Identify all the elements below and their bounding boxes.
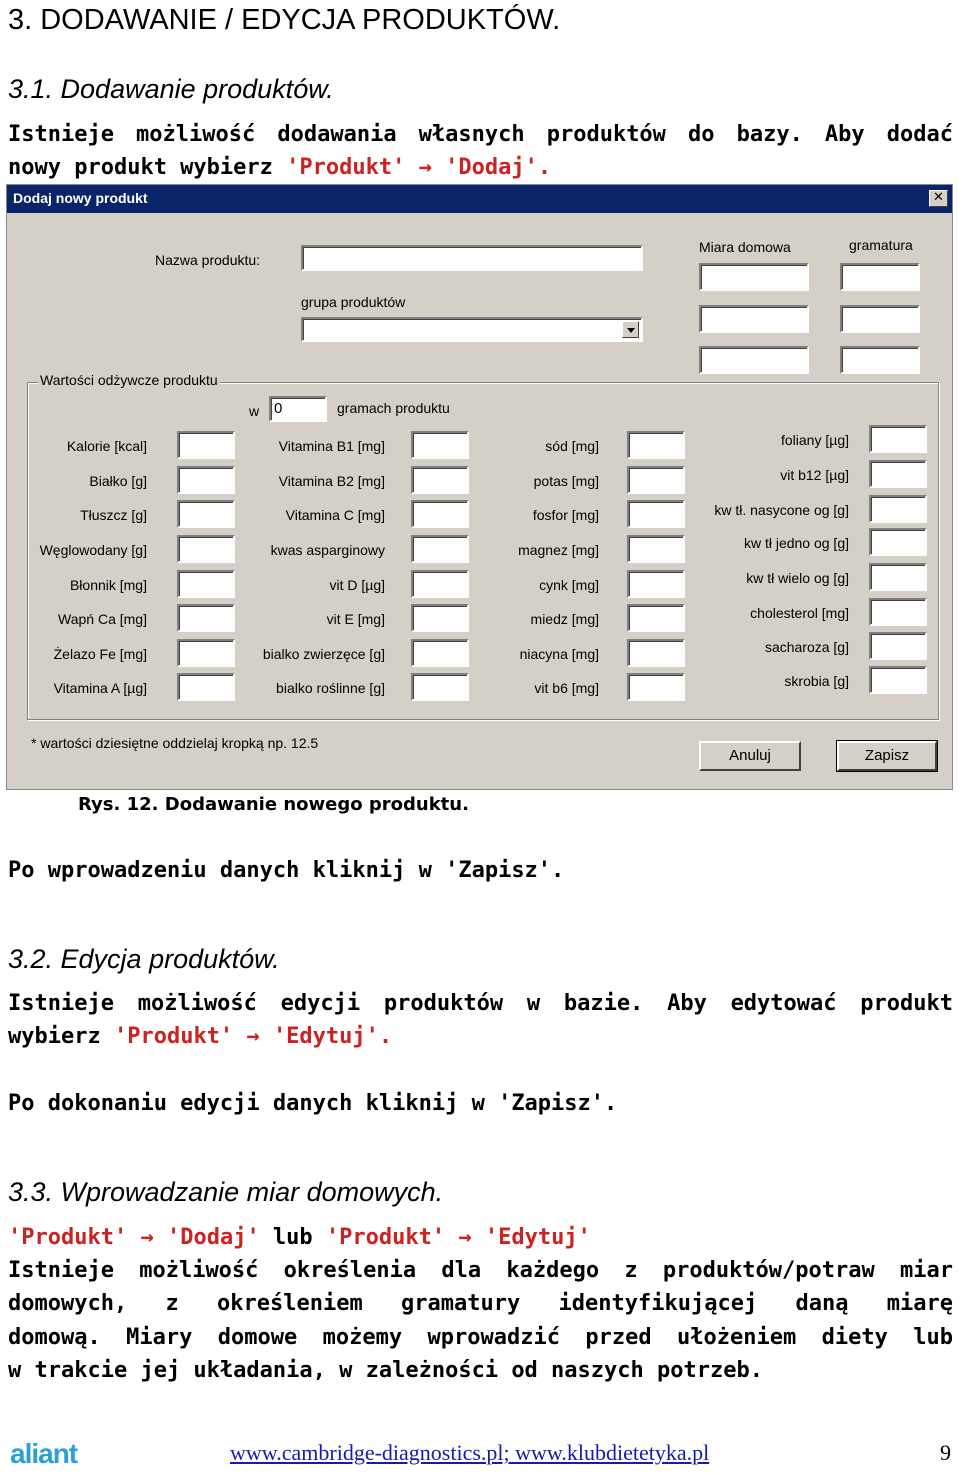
close-icon: ✕ (933, 190, 944, 205)
nutrient-input-c1-5[interactable] (177, 570, 235, 598)
nutrient-label-c2-8: bialko roślinne [g] (276, 680, 385, 696)
weight-input-2[interactable] (840, 305, 920, 333)
menu-path-dodaj: 'Dodaj' (445, 155, 538, 180)
paragraph-3-1-line1: Istnieje możliwość dodawania własnych produktów do bazy. Aby dodać (8, 122, 953, 147)
nutrient-label-c1-2: Białko [g] (89, 473, 147, 489)
grams-input[interactable]: 0 (269, 396, 327, 422)
nutrient-input-c3-8[interactable] (627, 673, 685, 701)
nutrient-input-c2-2[interactable] (411, 466, 469, 494)
nutrient-input-c4-5[interactable] (869, 563, 927, 591)
decimal-note: * wartości dziesiętne oddzielaj kropką np. 12.5 (31, 735, 319, 751)
weight-input-3[interactable] (840, 346, 920, 374)
close-button[interactable] (929, 190, 948, 207)
paragraph-3-1-line2: nowy produkt wybierz 'Produkt' → 'Dodaj'. (8, 155, 552, 180)
nutrient-input-c3-4[interactable] (627, 535, 685, 563)
nutrient-label-c2-3: Vitamina C [mg] (285, 507, 385, 523)
nutrient-input-c4-6[interactable] (869, 598, 927, 626)
household-measure-input-1[interactable] (699, 263, 809, 291)
nutrient-label-c2-5: vit D [µg] (329, 577, 385, 593)
product-name-input[interactable] (301, 245, 643, 271)
add-product-dialog (6, 184, 953, 790)
menu-path-produkt: 'Produkt' (286, 155, 406, 180)
nutrient-input-c1-8[interactable] (177, 673, 235, 701)
weight-label: gramatura (849, 237, 913, 253)
nutrient-label-c3-5: cynk [mg] (539, 577, 599, 593)
dialog-title: Dodaj nowy produkt (13, 190, 148, 206)
nutrient-input-c1-6[interactable] (177, 604, 235, 632)
nutrient-label-c4-2: vit b12 [µg] (780, 467, 849, 483)
section-heading: 3. DODAWANIE / EDYCJA PRODUKTÓW. (8, 4, 561, 36)
nutrient-label-c2-1: Vitamina B1 [mg] (278, 438, 385, 454)
paragraph-3-3-line1: Istnieje możliwość określenia dla każdego z produktów/potraw miar (8, 1258, 953, 1283)
paragraph-3-2-line1: Istnieje możliwość edycji produktów w bazie. Aby edytować produkt (8, 991, 953, 1016)
paragraph-3-2-line3: Po dokonaniu edycji danych kliknij w 'Zapisz'. (8, 1091, 618, 1116)
nutrient-label-c3-1: sód [mg] (545, 438, 599, 454)
paragraph-3-3-line3: domową. Miary domowe możemy wprowadzić przed ułożeniem diety lub (8, 1325, 953, 1350)
nutrient-label-c2-7: bialko zwierzęce [g] (262, 646, 385, 662)
product-group-select[interactable] (301, 317, 643, 342)
subsection-heading-3-2: 3.2. Edycja produktów. (8, 944, 280, 974)
w-label: w (249, 403, 260, 419)
nutrient-label-c2-4: kwas asparginowy (270, 542, 385, 558)
nutrient-input-c4-1[interactable] (869, 425, 927, 453)
nutrient-input-c1-7[interactable] (177, 639, 235, 667)
nutrient-label-c4-5: kw tł wielo og [g] (746, 570, 849, 586)
nutrient-input-c2-3[interactable] (411, 500, 469, 528)
nutrient-label-c1-8: Vitamina A [µg] (53, 680, 147, 696)
nutrient-input-c1-2[interactable] (177, 466, 235, 494)
nutrient-input-c1-1[interactable] (177, 431, 235, 459)
menu-path-edytuj: 'Edytuj' (272, 1024, 379, 1049)
nutrient-label-c2-2: Vitamina B2 [mg] (278, 473, 385, 489)
subsection-heading-3-3: 3.3. Wprowadzanie miar domowych. (8, 1177, 444, 1207)
nutrient-input-c2-4[interactable] (411, 535, 469, 563)
menu-path-line: 'Produkt' → 'Dodaj' lub 'Produkt' → 'Edytuj' (8, 1225, 591, 1250)
nutrient-label-c3-7: niacyna [mg] (519, 646, 599, 662)
arrow-icon: → (445, 1225, 485, 1250)
nutrient-input-c3-5[interactable] (627, 570, 685, 598)
paragraph-3-3-line2: domowych, z określeniem gramatury identyfikującej daną miarę (8, 1291, 953, 1316)
nutrient-input-c2-6[interactable] (411, 604, 469, 632)
product-group-label: grupa produktów (301, 294, 406, 310)
nutrient-input-c1-4[interactable] (177, 535, 235, 563)
product-name-label: Nazwa produktu: (155, 252, 261, 268)
nutrient-label-c3-8: vit b6 [mg] (534, 680, 599, 696)
paragraph-3-3-line4: w trakcie jej układania, w zależności od naszych potrzeb. (8, 1358, 763, 1383)
nutrient-label-c1-3: Tłuszcz [g] (80, 507, 147, 523)
nutrient-label-c3-4: magnez [mg] (518, 542, 599, 558)
nutrient-input-c2-8[interactable] (411, 673, 469, 701)
menu-path-produkt: 'Produkt' (113, 1024, 234, 1049)
household-measure-input-2[interactable] (699, 305, 809, 333)
nutrient-label-c3-2: potas [mg] (533, 473, 599, 489)
nutrient-label-c4-3: kw tł. nasycone og [g] (714, 502, 849, 518)
arrow-icon: → (127, 1225, 167, 1250)
weight-input-1[interactable] (840, 263, 920, 291)
nutrient-input-c4-3[interactable] (869, 495, 927, 523)
nutrient-input-c2-7[interactable] (411, 639, 469, 667)
household-measure-input-3[interactable] (699, 346, 809, 374)
nutrition-groupbox-legend: Wartości odżywcze produktu (40, 372, 218, 388)
chevron-down-icon[interactable] (622, 321, 639, 338)
nutrient-label-c4-1: foliany [µg] (781, 432, 849, 448)
nutrient-input-c3-3[interactable] (627, 500, 685, 528)
nutrient-input-c4-8[interactable] (869, 666, 927, 694)
figure-caption: Rys. 12. Dodawanie nowego produktu. (78, 794, 469, 815)
nutrient-label-c1-6: Wapń Ca [mg] (58, 611, 147, 627)
nutrient-input-c3-2[interactable] (627, 466, 685, 494)
nutrient-input-c4-2[interactable] (869, 460, 927, 488)
subsection-heading-3-1: 3.1. Dodawanie produktów. (8, 74, 334, 104)
nutrient-label-c4-4: kw tł jedno og [g] (743, 535, 849, 551)
aliant-logo: aliant (10, 1438, 78, 1469)
nutrient-input-c3-6[interactable] (627, 604, 685, 632)
page-number: 9 (940, 1440, 951, 1465)
nutrient-label-c4-8: skrobia [g] (784, 673, 849, 689)
nutrient-input-c4-7[interactable] (869, 632, 927, 660)
nutrient-label-c3-3: fosfor [mg] (532, 507, 599, 523)
nutrient-label-c4-7: sacharoza [g] (764, 639, 849, 655)
nutrient-label-c3-6: miedz [mg] (530, 611, 599, 627)
nutrient-label-c1-7: Żelazo Fe [mg] (53, 646, 147, 662)
after-caption-text: Po wprowadzeniu danych kliknij w 'Zapisz'. (8, 858, 565, 883)
grams-label: gramach produktu (337, 400, 450, 416)
household-measure-label: Miara domowa (699, 239, 791, 255)
nutrient-input-c2-5[interactable] (411, 570, 469, 598)
dialog-titlebar (7, 185, 952, 213)
nutrient-input-c3-1[interactable] (627, 431, 685, 459)
nutrient-label-c2-6: vit E [mg] (326, 611, 385, 627)
footer-links[interactable]: www.cambridge-diagnostics.pl; www.klubdietetyka.pl (230, 1440, 710, 1465)
nutrient-label-c1-5: Błonnik [mg] (69, 577, 147, 593)
nutrient-label-c1-4: Węglowodany [g] (39, 542, 147, 558)
nutrient-input-c4-4[interactable] (869, 528, 927, 556)
arrow-icon: → (233, 1024, 273, 1049)
cancel-button[interactable]: Anuluj (699, 741, 801, 771)
nutrient-label-c4-6: cholesterol [mg] (750, 605, 849, 621)
nutrient-input-c3-7[interactable] (627, 639, 685, 667)
nutrient-input-c2-1[interactable] (411, 431, 469, 459)
nutrient-input-c1-3[interactable] (177, 500, 235, 528)
save-button[interactable]: Zapisz (837, 741, 937, 771)
paragraph-3-2-line2: wybierz 'Produkt' → 'Edytuj'. (8, 1024, 393, 1049)
nutrient-label-c1-1: Kalorie [kcal] (66, 438, 147, 454)
arrow-icon: → (405, 155, 446, 180)
